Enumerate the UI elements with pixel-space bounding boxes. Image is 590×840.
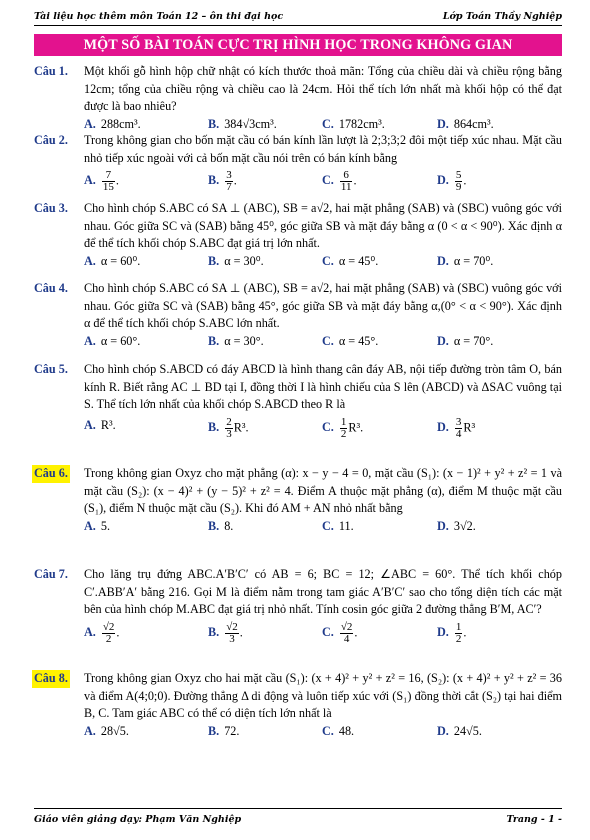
option-c: C. 11. (322, 518, 354, 533)
question-6 (34, 465, 562, 535)
question-number: Câu 7. (34, 567, 68, 581)
option-c: C. $\frac{√2}{4}$ . (322, 620, 358, 645)
option-a: A. R³. (84, 417, 116, 432)
option-a: A. $\frac{√2}{2}$ . (84, 620, 120, 645)
question-text: Cho hình chóp S.ABC có SA ⊥ (ABC), SB = a√2, hai mặt phẳng (SAB) và (SBC) vuông góc với nhau. Góc giữa SC và (SAB) bằng 45°, góc giữa SB và mặt đáy bằng α,(0° < α < 90°). Xác định α để thể tích khối chóp S.ABC lớn nhất. (84, 281, 562, 330)
option-c: C. 1782cm³. (322, 116, 385, 131)
question-text: Trong không gian Oxyz cho hai mặt cầu (S₁): (x + 4)² + y² + z² = 16, (S₂): (x + 4)² + y² + z² = 36 và điểm A(4;0;0). Đường thẳng Δ di động và luôn tiếp xúc với (S₁) đồng thời cắt (S₂) tại hai điểm B, C. Tam giác ABC có thể có diện tích lớn nhất là (84, 671, 562, 720)
header-right: Lớp Toán Thầy Nghiệp (442, 11, 562, 22)
answer-options (84, 167, 562, 195)
option-b: B. $\frac{2}{3}$ R³. (208, 415, 249, 440)
option-a: A. α = 60°. (84, 333, 141, 348)
option-d: D. $\frac{1}{2}$ . (437, 620, 467, 645)
option-b: B. 384√3cm³. (208, 116, 277, 131)
question-number: Câu 1. (34, 64, 68, 78)
option-a: A. $\frac{7}{15}$ . (84, 169, 119, 193)
answer-options (84, 116, 562, 133)
option-c: C. 48. (322, 723, 355, 738)
question-number: Câu 4. (34, 281, 68, 295)
answer-options (84, 333, 562, 350)
footer-rule (34, 808, 562, 809)
question-text: Cho hình chóp S.ABC có SA ⊥ (ABC), SB = a√2, hai mặt phẳng (SAB) và (SBC) vuông góc với nhau. Góc giữa SC và (SAB) bằng 45⁰, góc giữa SB và mặt đáy bằng α (0 < α < 90⁰). Xác định α để thể tích khối chóp S.ABC đạt giá trị lớn nhất. (84, 201, 562, 250)
answer-options (84, 518, 562, 535)
option-b: B. $\frac{3}{7}$ . (208, 169, 237, 193)
question-text: Cho hình chóp S.ABCD có đáy ABCD là hình thang cân đáy AB, nội tiếp đường tròn tâm O, bán kính R. Biết rằng AC ⊥ BD tại I, đồng thời I là hình chiếu của S lên (ABCD) và ΔSAC vuông tại S. Thể tích lớn nhất của khối chóp S.ABCD theo R là (84, 362, 562, 411)
option-b: B. α = 30°. (208, 333, 264, 348)
option-d: D. $\frac{3}{4}$ R³ (437, 415, 476, 440)
answer-options (84, 414, 562, 442)
header-left: Tài liệu học thêm môn Toán 12 – ôn thi đại học (34, 11, 284, 22)
question-8 (34, 670, 562, 740)
option-b: B. $\frac{√2}{3}$ . (208, 620, 243, 645)
option-d: D. 24√5. (437, 723, 482, 738)
page-title: MỘT SỐ BÀI TOÁN CỰC TRỊ HÌNH HỌC TRONG KHÔNG GIAN (34, 34, 562, 56)
option-c: C. $\frac{6}{11}$ . (322, 169, 357, 193)
question-text: Trong không gian cho bốn mặt cầu có bán kính lần lượt là 2;3;3;2 đôi một tiếp xúc nhau. Mặt cầu nhỏ tiếp xúc ngoài với cả bốn mặt cầu nói trên có bán kính bằng (84, 133, 562, 165)
question-3 (34, 200, 562, 270)
option-a: A. 288cm³. (84, 116, 141, 131)
option-a: A. 28√5. (84, 723, 129, 738)
question-2 (34, 132, 562, 195)
question-number: Câu 5. (34, 362, 68, 376)
question-5 (34, 361, 562, 442)
question-number: Câu 6. (32, 465, 70, 483)
option-b: B. 8. (208, 518, 234, 533)
option-d: D. α = 70°. (437, 333, 494, 348)
question-text: Trong không gian Oxyz cho mặt phẳng (α): x − y − 4 = 0, mặt cầu (S₁): (x − 1)² + y² + z² = 1 và mặt cầu (S₂): (x − 4)² + (y − 5)² + z² = 4. Điểm A thuộc mặt phẳng (α), điểm M thuộc mặt cầu (S₁), điểm N thuộc mặt cầu (S₂). Khi đó AM + AN nhỏ nhất bằng (84, 466, 562, 515)
option-d: D. 864cm³. (437, 116, 494, 131)
answer-options (84, 253, 562, 270)
header-rule (34, 25, 562, 26)
answer-options (84, 723, 562, 740)
question-text: Một khối gỗ hình hộp chữ nhật có kích thước thoả mãn: Tổng của chiều dài và chiều rộng bằng 12cm; tổng của chiều rộng và chiều cao là 24cm. Hỏi thể tích lớn nhất mà khối hộp có thể đạt được là bao nhiêu? (84, 64, 562, 113)
option-a: A. α = 60⁰. (84, 253, 141, 268)
answer-options (84, 619, 562, 647)
question-number: Câu 3. (34, 201, 68, 215)
option-d: D. 3√2. (437, 518, 476, 533)
question-number: Câu 2. (34, 133, 68, 147)
question-number: Câu 8. (32, 670, 70, 688)
option-b: B. α = 30⁰. (208, 253, 264, 268)
question-text: Cho lăng trụ đứng ABC.A′B′C′ có AB = 6; BC = 12; ∠ABC = 60°. Thể tích khối chóp C′.ABB′A′ bằng 216. Gọi M là điểm nằm trong tam giác A′B′C′ sao cho tổng diện tích các mặt bên của hình chóp M.ABC đạt giá trị nhỏ nhất. Tính cosin góc giữa 2 đường thẳng B′M, AC′? (84, 567, 562, 616)
page-footer (34, 814, 562, 832)
option-c: C. α = 45⁰. (322, 253, 379, 268)
question-4 (34, 280, 562, 350)
option-a: A. 5. (84, 518, 110, 533)
footer-left: Giáo viên giảng dạy: Phạm Văn Nghiệp (34, 814, 242, 825)
option-c: C. α = 45°. (322, 333, 379, 348)
question-1 (34, 63, 562, 133)
option-b: B. 72. (208, 723, 240, 738)
option-c: C. $\frac{1}{2}$ R³. (322, 415, 364, 440)
option-d: D. $\frac{5}{9}$ . (437, 169, 467, 193)
page-number: Trang - 1 - (506, 814, 562, 825)
option-d: D. α = 70⁰. (437, 253, 494, 268)
page-header (34, 8, 562, 26)
question-7 (34, 566, 562, 647)
